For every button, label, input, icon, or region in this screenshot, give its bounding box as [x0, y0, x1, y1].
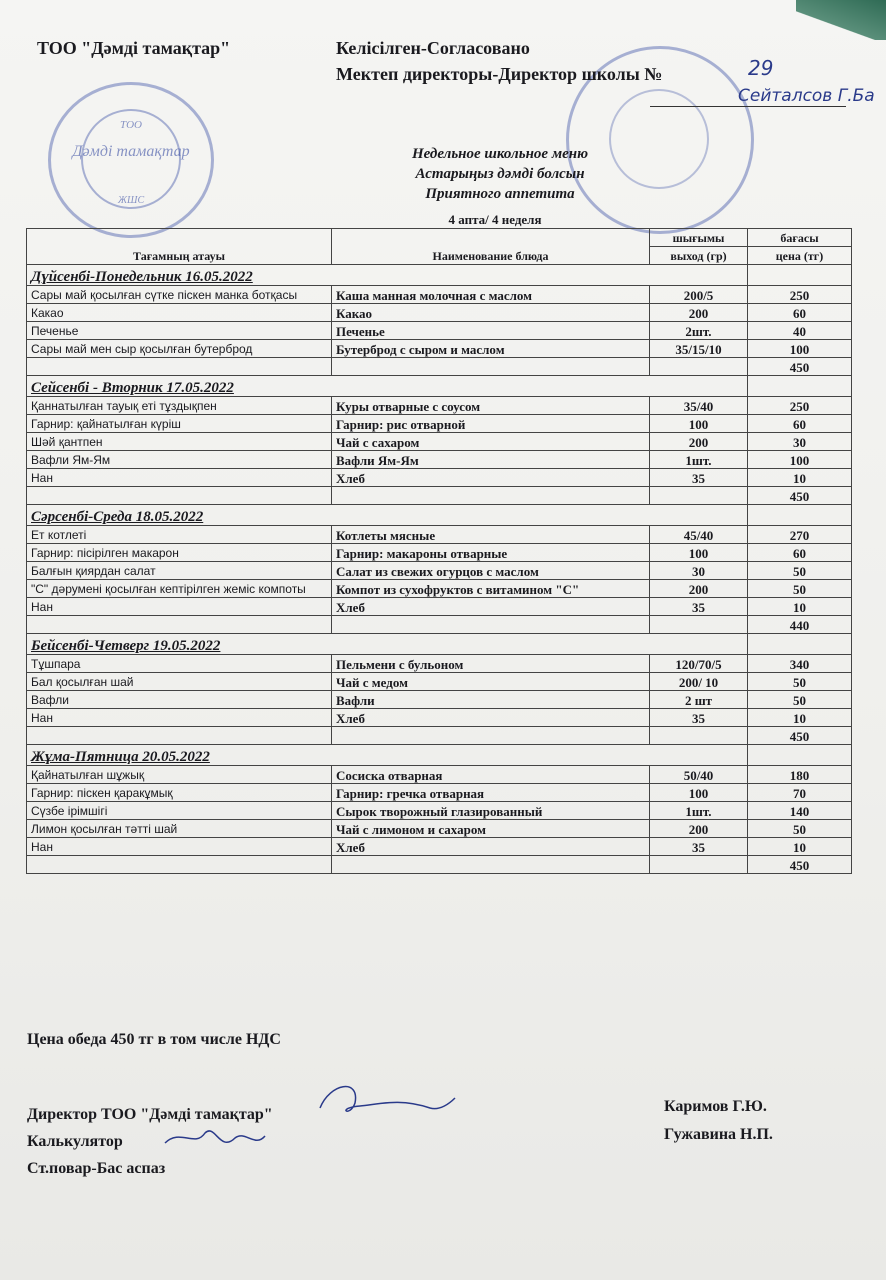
- dish-name-ru: Печенье: [332, 322, 650, 340]
- dish-price: 270: [748, 526, 852, 544]
- dish-yield: 200: [650, 820, 748, 838]
- dish-name-ru: Чай с сахаром: [332, 433, 650, 451]
- dish-price: 60: [748, 415, 852, 433]
- dish-name-kz: Шәй қантпен: [27, 433, 332, 451]
- day-header-row: [27, 634, 852, 655]
- day-title: Жұма-Пятница 20.05.2022: [27, 745, 748, 766]
- table-row: [27, 322, 852, 340]
- dish-price: 70: [748, 784, 852, 802]
- dish-yield: 35: [650, 709, 748, 727]
- dish-name-ru: Котлеты мясные: [332, 526, 650, 544]
- table-row: [27, 784, 852, 802]
- dish-name-ru: Вафли: [332, 691, 650, 709]
- table-row: [27, 415, 852, 433]
- dish-yield: 200: [650, 580, 748, 598]
- dish-name-kz: Гарнир: қайнатылған күріш: [27, 415, 332, 433]
- day-total: 450: [748, 487, 852, 505]
- dish-name-ru: Вафли Ям-Ям: [332, 451, 650, 469]
- dish-name-kz: Ет котлеті: [27, 526, 332, 544]
- calc-label: Калькулятор: [27, 1133, 123, 1150]
- approval-line2: Мектеп директоры-Директор школы №: [336, 64, 663, 84]
- dish-price: 100: [748, 451, 852, 469]
- calc-name: Гужавина Н.П.: [664, 1126, 773, 1143]
- dish-name-kz: Вафли: [27, 691, 332, 709]
- dish-price: 30: [748, 433, 852, 451]
- dish-yield: 35: [650, 838, 748, 856]
- dish-name-ru: Какао: [332, 304, 650, 322]
- dish-price: 250: [748, 286, 852, 304]
- dish-name-ru: Хлеб: [332, 469, 650, 487]
- table-row: [27, 709, 852, 727]
- dish-name-kz: Қайнатылған шұжық: [27, 766, 332, 784]
- dish-yield: 45/40: [650, 526, 748, 544]
- day-total: 450: [748, 727, 852, 745]
- director-signature-scribble: [300, 1078, 460, 1128]
- dish-price: 50: [748, 580, 852, 598]
- calc-signature-scribble: [160, 1118, 270, 1163]
- dish-name-ru: Гарнир: рис отварной: [332, 415, 650, 433]
- table-row: [27, 655, 852, 673]
- header-yield-ru: выход (гр): [650, 247, 748, 265]
- dish-yield: 200/ 10: [650, 673, 748, 691]
- dish-yield: 2шт.: [650, 322, 748, 340]
- director-label: Директор ТОО "Дәмді тамақтар": [27, 1106, 273, 1123]
- dish-yield: 200: [650, 304, 748, 322]
- chef-label: Ст.повар-Бас аспаз: [27, 1160, 166, 1177]
- dish-price: 10: [748, 838, 852, 856]
- table-row: [27, 820, 852, 838]
- dish-name-kz: Печенье: [27, 322, 332, 340]
- dish-yield: 35/15/10: [650, 340, 748, 358]
- day-header-row: [27, 265, 852, 286]
- table-row: [27, 580, 852, 598]
- dish-yield: 100: [650, 544, 748, 562]
- dish-yield: 30: [650, 562, 748, 580]
- dish-name-kz: Гарнир: піскен қаракұмық: [27, 784, 332, 802]
- background-corner: [796, 0, 886, 40]
- director-name: Каримов Г.Ю.: [664, 1098, 767, 1115]
- dish-price: 10: [748, 598, 852, 616]
- director-signature: Сейталсов Г.Ба: [738, 86, 875, 106]
- price-note: Цена обеда 450 тг в том числе НДС: [27, 1031, 281, 1048]
- dish-price: 50: [748, 673, 852, 691]
- dish-name-ru: Каша манная молочная с маслом: [332, 286, 650, 304]
- dish-name-kz: Вафли Ям-Ям: [27, 451, 332, 469]
- dish-name-ru: Гарнир: макароны отварные: [332, 544, 650, 562]
- day-title: Бейсенбі-Четверг 19.05.2022: [27, 634, 748, 655]
- table-row: [27, 304, 852, 322]
- dish-name-kz: Сүзбе ірімшігі: [27, 802, 332, 820]
- table-row: [27, 598, 852, 616]
- day-total-row: [27, 727, 852, 745]
- dish-name-ru: Салат из свежих огурцов с маслом: [332, 562, 650, 580]
- dish-name-ru: Хлеб: [332, 598, 650, 616]
- dish-yield: 50/40: [650, 766, 748, 784]
- dish-price: 250: [748, 397, 852, 415]
- dish-name-kz: Сары май қосылған сүтке піскен манка ботқасы: [27, 286, 332, 304]
- dish-name-kz: Нан: [27, 838, 332, 856]
- dish-name-kz: Балғын қиярдан салат: [27, 562, 332, 580]
- day-total: 450: [748, 358, 852, 376]
- table-row: [27, 451, 852, 469]
- dish-price: 40: [748, 322, 852, 340]
- dish-name-ru: Пельмени с бульоном: [332, 655, 650, 673]
- dish-yield: 1шт.: [650, 451, 748, 469]
- header-name-kz: Тағамның атауы: [27, 229, 332, 265]
- table-row: [27, 286, 852, 304]
- dish-price: 10: [748, 709, 852, 727]
- dish-yield: 1шт.: [650, 802, 748, 820]
- table-header-row: [27, 229, 852, 247]
- dish-name-ru: Сырок творожный глазированный: [332, 802, 650, 820]
- day-title: Дүйсенбі-Понедельник 16.05.2022: [27, 265, 748, 286]
- dish-name-ru: Куры отварные с соусом: [332, 397, 650, 415]
- school-number: 29: [748, 56, 774, 80]
- header-yield-kz: шығымы: [650, 229, 748, 247]
- day-header-row: [27, 505, 852, 526]
- dish-yield: 2 шт: [650, 691, 748, 709]
- company-stamp: ТОО Дәмді тамақтар ЖШС: [48, 82, 214, 238]
- dish-name-kz: Бал қосылған шай: [27, 673, 332, 691]
- week-label: 4 апта/ 4 неделя: [448, 212, 542, 227]
- table-row: [27, 340, 852, 358]
- header-price-ru: цена (тг): [748, 247, 852, 265]
- day-total-row: [27, 856, 852, 874]
- dish-yield: 200/5: [650, 286, 748, 304]
- day-title: Сәрсенбі-Среда 18.05.2022: [27, 505, 748, 526]
- dish-name-kz: Гарнир: пісірілген макарон: [27, 544, 332, 562]
- dish-name-ru: Компот из сухофруктов с витамином "С": [332, 580, 650, 598]
- table-row: [27, 397, 852, 415]
- dish-name-kz: Нан: [27, 469, 332, 487]
- dish-price: 60: [748, 544, 852, 562]
- signature-line: [650, 106, 846, 107]
- day-header-row: [27, 376, 852, 397]
- day-total-row: [27, 358, 852, 376]
- table-row: [27, 526, 852, 544]
- dish-name-ru: Чай с медом: [332, 673, 650, 691]
- dish-name-kz: Қаннатылған тауық еті тұздықпен: [27, 397, 332, 415]
- dish-name-ru: Бутерброд с сыром и маслом: [332, 340, 650, 358]
- dish-yield: 100: [650, 415, 748, 433]
- header-name-ru: Наименование блюда: [332, 229, 650, 265]
- table-row: [27, 838, 852, 856]
- dish-name-kz: Какао: [27, 304, 332, 322]
- dish-name-kz: Тұшпара: [27, 655, 332, 673]
- dish-yield: 200: [650, 433, 748, 451]
- table-row: [27, 673, 852, 691]
- dish-name-ru: Чай с лимоном и сахаром: [332, 820, 650, 838]
- dish-price: 340: [748, 655, 852, 673]
- dish-name-ru: Сосиска отварная: [332, 766, 650, 784]
- dish-name-kz: Сары май мен сыр қосылған бутерброд: [27, 340, 332, 358]
- table-row: [27, 562, 852, 580]
- dish-yield: 100: [650, 784, 748, 802]
- dish-price: 180: [748, 766, 852, 784]
- table-row: [27, 544, 852, 562]
- dish-yield: 35/40: [650, 397, 748, 415]
- dish-yield: 120/70/5: [650, 655, 748, 673]
- dish-name-kz: Нан: [27, 598, 332, 616]
- dish-name-ru: Хлеб: [332, 838, 650, 856]
- day-total: 450: [748, 856, 852, 874]
- dish-yield: 35: [650, 598, 748, 616]
- dish-price: 100: [748, 340, 852, 358]
- day-total: 440: [748, 616, 852, 634]
- menu-title: Недельное школьное меню Астарыңыз дәмді болсын Приятного аппетита: [411, 146, 589, 202]
- dish-name-ru: Хлеб: [332, 709, 650, 727]
- dish-name-ru: Гарнир: гречка отварная: [332, 784, 650, 802]
- dish-price: 140: [748, 802, 852, 820]
- dish-price: 50: [748, 691, 852, 709]
- dish-price: 50: [748, 562, 852, 580]
- day-header-row: [27, 745, 852, 766]
- dish-price: 60: [748, 304, 852, 322]
- table-row: [27, 469, 852, 487]
- day-title: Сейсенбі - Вторник 17.05.2022: [27, 376, 748, 397]
- table-row: [27, 433, 852, 451]
- header-price-kz: бағасы: [748, 229, 852, 247]
- day-total-row: [27, 616, 852, 634]
- dish-price: 10: [748, 469, 852, 487]
- day-total-row: [27, 487, 852, 505]
- table-row: [27, 802, 852, 820]
- dish-yield: 35: [650, 469, 748, 487]
- approval-line1: Келісілген-Согласовано: [336, 38, 530, 58]
- table-row: [27, 691, 852, 709]
- dish-name-kz: Лимон қосылған тәтті шай: [27, 820, 332, 838]
- dish-name-kz: Нан: [27, 709, 332, 727]
- dish-price: 50: [748, 820, 852, 838]
- menu-table: [26, 228, 852, 874]
- dish-name-kz: "С" дәрумені қосылған кептірілген жеміс компоты: [27, 580, 332, 598]
- company-name: ТОО "Дәмді тамақтар": [37, 38, 231, 58]
- table-row: [27, 766, 852, 784]
